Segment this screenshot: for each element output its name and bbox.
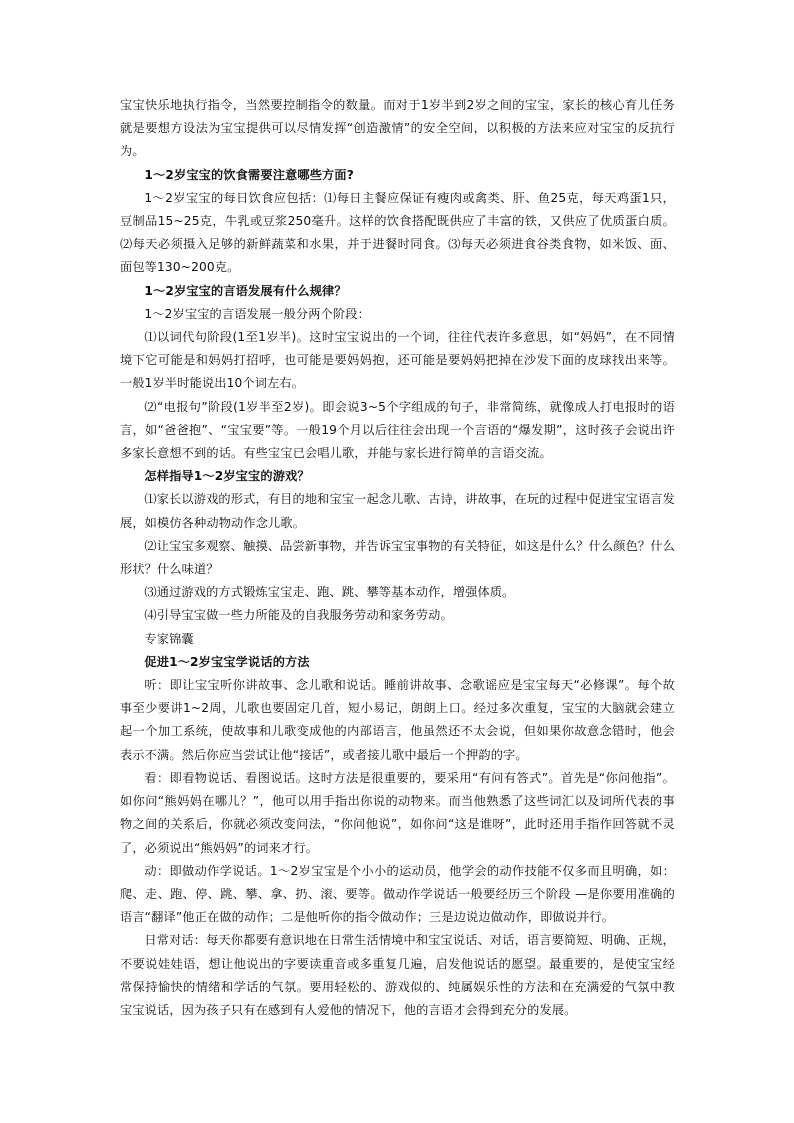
language-stage-1: ⑴以词代句阶段(1至1岁半)。这时宝宝说出的一个词，往往代表许多意思，如“妈妈”，在不同情境下它可能是和妈妈打招呼，也可能是要妈妈抱，还可能是要妈妈把掉在沙发下面的皮球找出来等。一般1岁半时能说出10个词左右。 (120, 330, 675, 391)
language-heading: 1～2岁宝宝的言语发展有什么规律？ (144, 283, 347, 298)
intro-paragraph: 宝宝快乐地执行指令，当然要控制指令的数量。而对于1岁半到2岁之间的宝宝，家长的核心育儿任务就是要想方设法为宝宝提供可以尽情发挥“创造激情”的安全空间，以积极的方法来应对宝宝的反抗行为。 (120, 98, 675, 159)
diet-paragraph: 1～2岁宝宝的每日饮食应包括：⑴每日主餐应保证有瘦肉或禽类、肝、鱼25克，每天鸡蛋1只，豆制品15~25克，牛乳或豆浆250毫升。这样的饮食搭配既供应了丰富的铁，又供应了优质蛋白质。⑵每天必须摄入足够的新鲜蔬菜和水果，并于进餐时同食。⑶每天必须进食谷类食物，如米饭、面、面包等130~200克。 (120, 190, 675, 275)
games-heading: 怎样指导1～2岁宝宝的游戏？ (144, 469, 310, 484)
games-item-3: ⑶通过游戏的方式锻炼宝宝走、跑、跳、攀等基本动作，增强体质。 (144, 585, 515, 600)
speech-heading: 促进1～2岁宝宝学说话的方法 (144, 654, 310, 669)
games-item-1: ⑴家长以游戏的形式，有目的地和宝宝一起念儿歌、古诗，讲故事，在玩的过程中促进宝宝语言发展，如模仿各种动物动作念儿歌。 (120, 492, 675, 530)
games-item-4: ⑷引导宝宝做一些力所能及的自我服务劳动和家务劳动。 (144, 608, 453, 623)
language-stage-2: ⑵“电报句”阶段(1岁半至2岁)。即会说3~5个字组成的句子，非常简练，就像成人打电报时的语言，如“爸爸抱”、“宝宝要”等。一般19个月以后往往会出现一个言语的“爆发期”，这时孩子会说出许多家长意想不到的话。有些宝宝已会唱儿歌，并能与家长进行简单的言语交流。 (120, 399, 675, 461)
speech-look: 看：即看物说话、看图说话。这时方法是很重要的，要采用“有问有答式”。首先是“你问他指”。如你问“熊妈妈在哪儿？”，他可以用手指出你说的动物来。而当他熟悉了这些词汇以及词所代表的事物之间的关系后，你就必须改变问法，“你问他说”，如你问“这是谁呀”，此时还用手指作回答就不灵了，必须说出“熊妈妈”的词来才行。 (120, 770, 675, 855)
document-page (120, 94, 675, 1022)
speech-act: 动：即做动作学说话。1～2岁宝宝是个小小的运动员，他学会的动作技能不仅多而且明确，如：爬、走、跑、停、跳、攀、拿、扔、滚、要等。做动作学说话一般要经历三个阶段 —是你要用准确的语言“翻译”他正在做的动作；二是他听你的指令做动作；三是边说边做动作，即做说并行。 (120, 863, 675, 925)
speech-daily: 日常对话：每天你都要有意识地在日常生活情境中和宝宝说话、对话，语言要简短、明确、正规，不要说娃娃语，想让他说出的字要读重音或多重复几遍，启发他说话的愿望。最重要的，是使宝宝经常保持愉快的情绪和学话的气氛。要用轻松的、游戏似的、纯属娱乐性的方法和在充满爱的气氛中教宝宝说话，因为孩子只有在感到有人爱他的情况下，他的言语才会得到充分的发展。 (120, 933, 675, 1017)
language-intro: 1～2岁宝宝的言语发展一般分两个阶段： (144, 306, 370, 321)
speech-listen: 听：即让宝宝听你讲故事、念儿歌和说话。睡前讲故事、念歌谣应是宝宝每天“必修课”。每个故事至少要讲1~2周，儿歌也要固定几首，短小易记，朗朗上口。经过多次重复，宝宝的大脑就会建立起一个加工系统，使故事和儿歌变成他的内部语言，他虽然还不太会说，但如果你故意念错时，他会表示不满。然后你应当尝试让他“接话”，或者接儿歌中最后一个押韵的字。 (120, 678, 675, 762)
diet-heading: 1～2岁宝宝的饮食需要注意哪些方面? (144, 167, 354, 182)
expert-tips-label: 专家锦囊 (144, 631, 194, 646)
games-item-2: ⑵让宝宝多观察、触摸、品尝新事物，并告诉宝宝事物的有关特征，如这是什么？什么颜色？什么形状？什么味道？ (120, 538, 675, 577)
